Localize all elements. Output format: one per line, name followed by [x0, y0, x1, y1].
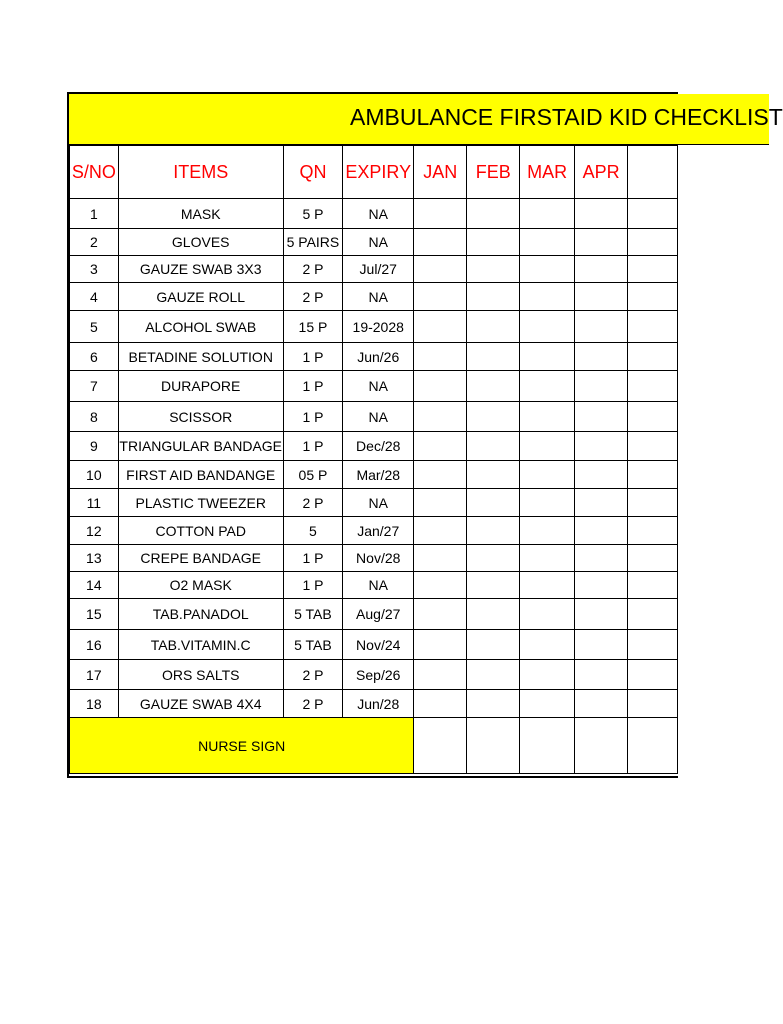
checklist-table [69, 145, 678, 774]
check-cell-apr[interactable] [574, 371, 627, 402]
check-cell-feb[interactable] [467, 283, 520, 311]
check-cell-apr[interactable] [574, 402, 627, 432]
row-qn: 2 P [283, 283, 342, 311]
row-sno: 2 [70, 229, 119, 256]
row-qn: 15 P [283, 311, 342, 343]
check-cell-mar[interactable] [520, 517, 575, 545]
row-expiry: NA [343, 489, 414, 517]
header-expiry: EXPIRY [343, 146, 414, 199]
row-sno: 18 [70, 690, 119, 718]
check-cell-extra[interactable] [628, 545, 678, 572]
row-item: BETADINE SOLUTION [118, 343, 283, 371]
check-cell-jan[interactable] [414, 256, 467, 283]
row-sno: 8 [70, 402, 119, 432]
row-qn: 1 P [283, 343, 342, 371]
check-cell-apr[interactable] [574, 311, 627, 343]
check-cell-extra[interactable] [628, 229, 678, 256]
row-expiry: NA [343, 572, 414, 599]
table-row [70, 489, 678, 517]
check-cell-mar[interactable] [520, 660, 575, 690]
row-sno: 12 [70, 517, 119, 545]
header-items: ITEMS [118, 146, 283, 199]
row-item: GAUZE ROLL [118, 283, 283, 311]
row-sno: 1 [70, 199, 119, 229]
check-cell-feb[interactable] [467, 402, 520, 432]
check-cell-jan[interactable] [414, 402, 467, 432]
check-cell-extra[interactable] [628, 371, 678, 402]
row-sno: 6 [70, 343, 119, 371]
check-cell-mar[interactable] [520, 489, 575, 517]
row-expiry: NA [343, 199, 414, 229]
row-expiry: Nov/28 [343, 545, 414, 572]
check-cell-jan[interactable] [414, 371, 467, 402]
check-cell-apr[interactable] [574, 690, 627, 718]
header-apr: APR [574, 146, 627, 199]
row-item: SCISSOR [118, 402, 283, 432]
nurse-sign-cell-mar[interactable] [520, 718, 575, 774]
sheet-title: AMBULANCE FIRSTAID KID CHECKLIST [350, 104, 783, 130]
row-sno: 7 [70, 371, 119, 402]
check-cell-jan[interactable] [414, 517, 467, 545]
check-cell-extra[interactable] [628, 256, 678, 283]
check-cell-jan[interactable] [414, 690, 467, 718]
check-cell-mar[interactable] [520, 311, 575, 343]
row-qn: 5 P [283, 199, 342, 229]
check-cell-feb[interactable] [467, 572, 520, 599]
check-cell-jan[interactable] [414, 283, 467, 311]
check-cell-extra[interactable] [628, 660, 678, 690]
row-qn: 2 P [283, 690, 342, 718]
check-cell-jan[interactable] [414, 572, 467, 599]
table-row [70, 199, 678, 229]
check-cell-jan[interactable] [414, 229, 467, 256]
row-item: TAB.VITAMIN.C [118, 630, 283, 660]
nurse-sign-row [70, 718, 678, 774]
row-sno: 15 [70, 599, 119, 630]
table-row [70, 572, 678, 599]
check-cell-extra[interactable] [628, 343, 678, 371]
row-item: CREPE BANDAGE [118, 545, 283, 572]
check-cell-apr[interactable] [574, 599, 627, 630]
row-item: MASK [118, 199, 283, 229]
check-cell-mar[interactable] [520, 283, 575, 311]
check-cell-apr[interactable] [574, 545, 627, 572]
check-cell-feb[interactable] [467, 690, 520, 718]
check-cell-feb[interactable] [467, 256, 520, 283]
row-sno: 16 [70, 630, 119, 660]
table-row [70, 545, 678, 572]
check-cell-extra[interactable] [628, 599, 678, 630]
check-cell-extra[interactable] [628, 199, 678, 229]
row-qn: 1 P [283, 402, 342, 432]
check-cell-apr[interactable] [574, 630, 627, 660]
row-item: PLASTIC TWEEZER [118, 489, 283, 517]
check-cell-apr[interactable] [574, 432, 627, 461]
check-cell-jan[interactable] [414, 199, 467, 229]
check-cell-extra[interactable] [628, 630, 678, 660]
table-row [70, 343, 678, 371]
check-cell-apr[interactable] [574, 283, 627, 311]
check-cell-extra[interactable] [628, 311, 678, 343]
row-item: COTTON PAD [118, 517, 283, 545]
table-row [70, 283, 678, 311]
row-expiry: NA [343, 371, 414, 402]
row-item: GLOVES [118, 229, 283, 256]
checklist-body [70, 146, 678, 774]
check-cell-jan[interactable] [414, 599, 467, 630]
row-expiry: Jun/26 [343, 343, 414, 371]
header-cell-empty [628, 146, 678, 199]
check-cell-feb[interactable] [467, 371, 520, 402]
row-item: ALCOHOL SWAB [118, 311, 283, 343]
header-row [70, 146, 678, 199]
row-item: TRIANGULAR BANDAGE [118, 432, 283, 461]
table-row [70, 461, 678, 489]
row-item: GAUZE SWAB 3X3 [118, 256, 283, 283]
check-cell-apr[interactable] [574, 343, 627, 371]
row-expiry: NA [343, 283, 414, 311]
table-row [70, 630, 678, 660]
row-sno: 10 [70, 461, 119, 489]
check-cell-mar[interactable] [520, 371, 575, 402]
check-cell-feb[interactable] [467, 229, 520, 256]
header-feb: FEB [467, 146, 520, 199]
row-item: ORS SALTS [118, 660, 283, 690]
row-expiry: 19-2028 [343, 311, 414, 343]
header-sno: S/NO [70, 146, 119, 199]
row-sno: 5 [70, 311, 119, 343]
row-item: FIRST AID BANDANGE [118, 461, 283, 489]
check-cell-extra[interactable] [628, 432, 678, 461]
check-cell-mar[interactable] [520, 432, 575, 461]
row-sno: 17 [70, 660, 119, 690]
nurse-sign-cell-feb[interactable] [467, 718, 520, 774]
check-cell-mar[interactable] [520, 545, 575, 572]
check-cell-extra[interactable] [628, 489, 678, 517]
row-sno: 3 [70, 256, 119, 283]
table-row [70, 660, 678, 690]
check-cell-jan[interactable] [414, 461, 467, 489]
header-qn: QN [283, 146, 342, 199]
header-jan: JAN [414, 146, 467, 199]
row-item: DURAPORE [118, 371, 283, 402]
row-qn: 1 P [283, 545, 342, 572]
check-cell-jan[interactable] [414, 432, 467, 461]
check-cell-apr[interactable] [574, 229, 627, 256]
row-qn: 5 PAIRS [283, 229, 342, 256]
row-expiry: Sep/26 [343, 660, 414, 690]
row-qn: 1 P [283, 371, 342, 402]
check-cell-mar[interactable] [520, 690, 575, 718]
check-cell-mar[interactable] [520, 229, 575, 256]
row-item: TAB.PANADOL [118, 599, 283, 630]
table-row [70, 229, 678, 256]
row-qn: 05 P [283, 461, 342, 489]
row-qn: 5 TAB [283, 599, 342, 630]
check-cell-mar[interactable] [520, 572, 575, 599]
check-cell-extra[interactable] [628, 517, 678, 545]
row-qn: 2 P [283, 660, 342, 690]
row-expiry: Dec/28 [343, 432, 414, 461]
check-cell-apr[interactable] [574, 517, 627, 545]
row-qn: 1 P [283, 572, 342, 599]
title-band [69, 94, 783, 145]
check-cell-feb[interactable] [467, 517, 520, 545]
check-cell-extra[interactable] [628, 690, 678, 718]
check-cell-jan[interactable] [414, 630, 467, 660]
check-cell-feb[interactable] [467, 630, 520, 660]
check-cell-apr[interactable] [574, 660, 627, 690]
check-cell-mar[interactable] [520, 461, 575, 489]
check-cell-extra[interactable] [628, 572, 678, 599]
nurse-sign-label: NURSE SIGN [70, 718, 414, 774]
row-qn: 2 P [283, 489, 342, 517]
check-cell-jan[interactable] [414, 489, 467, 517]
table-row [70, 599, 678, 630]
check-cell-apr[interactable] [574, 256, 627, 283]
check-cell-jan[interactable] [414, 660, 467, 690]
check-cell-feb[interactable] [467, 432, 520, 461]
nurse-sign-cell-jan[interactable] [414, 718, 467, 774]
header-mar: MAR [520, 146, 575, 199]
row-qn: 2 P [283, 256, 342, 283]
row-expiry: Jun/28 [343, 690, 414, 718]
check-cell-mar[interactable] [520, 256, 575, 283]
check-cell-feb[interactable] [467, 489, 520, 517]
table-row [70, 311, 678, 343]
checklist-frame [67, 92, 783, 778]
check-cell-extra[interactable] [628, 402, 678, 432]
row-expiry: Mar/28 [343, 461, 414, 489]
row-sno: 9 [70, 432, 119, 461]
check-cell-mar[interactable] [520, 599, 575, 630]
table-row [70, 402, 678, 432]
nurse-sign-cell-extra[interactable] [628, 718, 678, 774]
row-sno: 4 [70, 283, 119, 311]
row-expiry: Jan/27 [343, 517, 414, 545]
row-item: GAUZE SWAB 4X4 [118, 690, 283, 718]
table-row [70, 256, 678, 283]
check-cell-feb[interactable] [467, 599, 520, 630]
check-cell-extra[interactable] [628, 461, 678, 489]
check-cell-feb[interactable] [467, 311, 520, 343]
row-qn: 5 TAB [283, 630, 342, 660]
check-cell-apr[interactable] [574, 461, 627, 489]
table-row [70, 432, 678, 461]
check-cell-jan[interactable] [414, 343, 467, 371]
check-cell-mar[interactable] [520, 343, 575, 371]
row-expiry: Aug/27 [343, 599, 414, 630]
table-row [70, 517, 678, 545]
table-row [70, 690, 678, 718]
check-cell-mar[interactable] [520, 199, 575, 229]
row-item: O2 MASK [118, 572, 283, 599]
check-cell-feb[interactable] [467, 660, 520, 690]
table-row [70, 371, 678, 402]
check-cell-jan[interactable] [414, 545, 467, 572]
row-qn: 1 P [283, 432, 342, 461]
check-cell-extra[interactable] [628, 283, 678, 311]
row-expiry: Nov/24 [343, 630, 414, 660]
nurse-sign-cell-apr[interactable] [574, 718, 627, 774]
row-qn: 5 [283, 517, 342, 545]
check-cell-feb[interactable] [467, 199, 520, 229]
check-cell-jan[interactable] [414, 311, 467, 343]
row-expiry: NA [343, 229, 414, 256]
row-sno: 13 [70, 545, 119, 572]
check-cell-apr[interactable] [574, 489, 627, 517]
row-expiry: NA [343, 402, 414, 432]
check-cell-mar[interactable] [520, 402, 575, 432]
check-cell-feb[interactable] [467, 545, 520, 572]
row-sno: 11 [70, 489, 119, 517]
check-cell-apr[interactable] [574, 572, 627, 599]
check-cell-feb[interactable] [467, 461, 520, 489]
check-cell-mar[interactable] [520, 630, 575, 660]
row-sno: 14 [70, 572, 119, 599]
row-expiry: Jul/27 [343, 256, 414, 283]
check-cell-apr[interactable] [574, 199, 627, 229]
check-cell-feb[interactable] [467, 343, 520, 371]
